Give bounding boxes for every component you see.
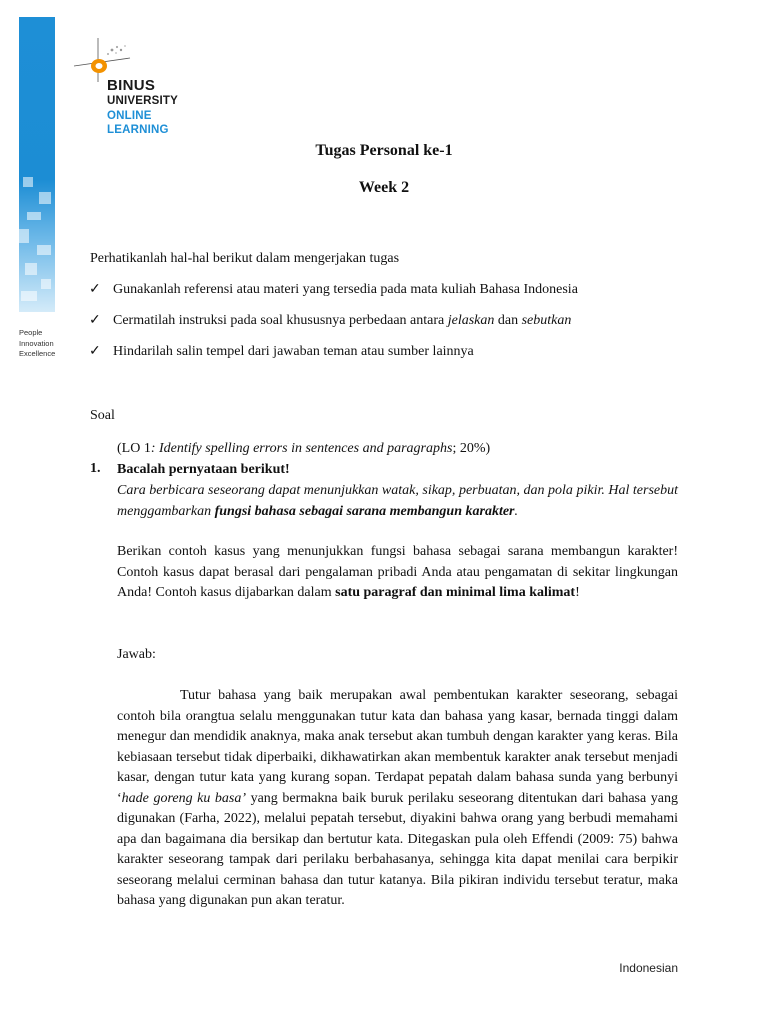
- question-task: Berikan contoh kasus yang menunjukkan fungsi bahasa sebagai sarana membangun karakter! Contoh kasus dapat berasal dari pengalaman pribadi Anda atau pengamatan di sekitar lingkungan Anda! Contoh kasus dijabarkan dalam satu paragraf dan minimal lima kalimat!: [117, 544, 678, 600]
- learning-outcome: (LO 1: Identify spelling errors in sentences and paragraphs; 20%): [117, 441, 491, 456]
- question-title: Bacalah pernyataan berikut!: [117, 462, 290, 477]
- instructions-intro: Perhatikanlah hal-hal berikut dalam mengerjakan tugas: [90, 251, 400, 266]
- soal-heading: Soal: [90, 408, 115, 423]
- question-number: 1.: [90, 461, 101, 476]
- checkmark-icon: ✓: [89, 282, 101, 297]
- binus-logo: BINUS UNIVERSITY ONLINE LEARNING: [107, 77, 179, 136]
- checkmark-icon: ✓: [89, 344, 101, 359]
- page-title: Tugas Personal ke-1: [315, 142, 453, 159]
- tagline: People Innovation Excellence: [19, 328, 56, 358]
- week-title: Week 2: [358, 179, 410, 196]
- answer-label: Jawab:: [117, 647, 156, 662]
- instruction-item-1: ✓ Gunakanlah referensi atau materi yang tersedia pada mata kuliah Bahasa Indonesia: [89, 282, 578, 297]
- footer-language: Indonesian: [619, 961, 678, 975]
- decorative-strip: [19, 17, 55, 312]
- answer-paragraph: Tutur bahasa yang baik merupakan awal pembentukan karakter seseorang, sebagai contoh bila orangtua selalu menggunakan tutur kata dan bahasa yang kasar, bernada tinggi dalam menegur dan mendidik anaknya, maka anak tersebut akan tumbuh dengan karakter yang keras. Bila kebiasaan tersebut tidak diperbaiki, dikhawatirkan akan membentuk karakter anak tersebut menjadi kasar, dengan tutur kata yang kurang sopan. Terdapat pepatah dalam bahasa sunda yang berbunyi ‘hade goreng ku basa’ yang bermakna baik buruk perilaku seseorang ditentukan dari bahasa yang digunakan (Farha, 2022), melalui pepatah tersebut, diyakini bahwa orang yang berbudi memahami apa dan bagaimana dia bersikap dan bertutur kata. Ditegaskan pula oleh Effendi (2009: 75) bahwa karakter seseorang tampak dari perilaku berbahasanya, sehingga kita dapat menilai cara berpikir seseorang melalui cerminan bahasa dan tutur katanya. Bila pikiran individu tersebut teratur, maka bahasa yang digunakan pun akan teratur.: [117, 688, 678, 908]
- instruction-item-3: ✓ Hindarilah salin tempel dari jawaban teman atau sumber lainnya: [89, 344, 474, 359]
- instruction-item-2: ✓ Cermatilah instruksi pada soal khususnya perbedaan antara jelaskan dan sebutkan: [89, 313, 572, 328]
- question-quote: Cara berbicara seseorang dapat menunjukkan watak, sikap, perbuatan, dan pola pikir. Hal tersebut menggambarkan fungsi bahasa sebagai sarana membangun karakter.: [117, 483, 678, 519]
- checkmark-icon: ✓: [89, 313, 101, 328]
